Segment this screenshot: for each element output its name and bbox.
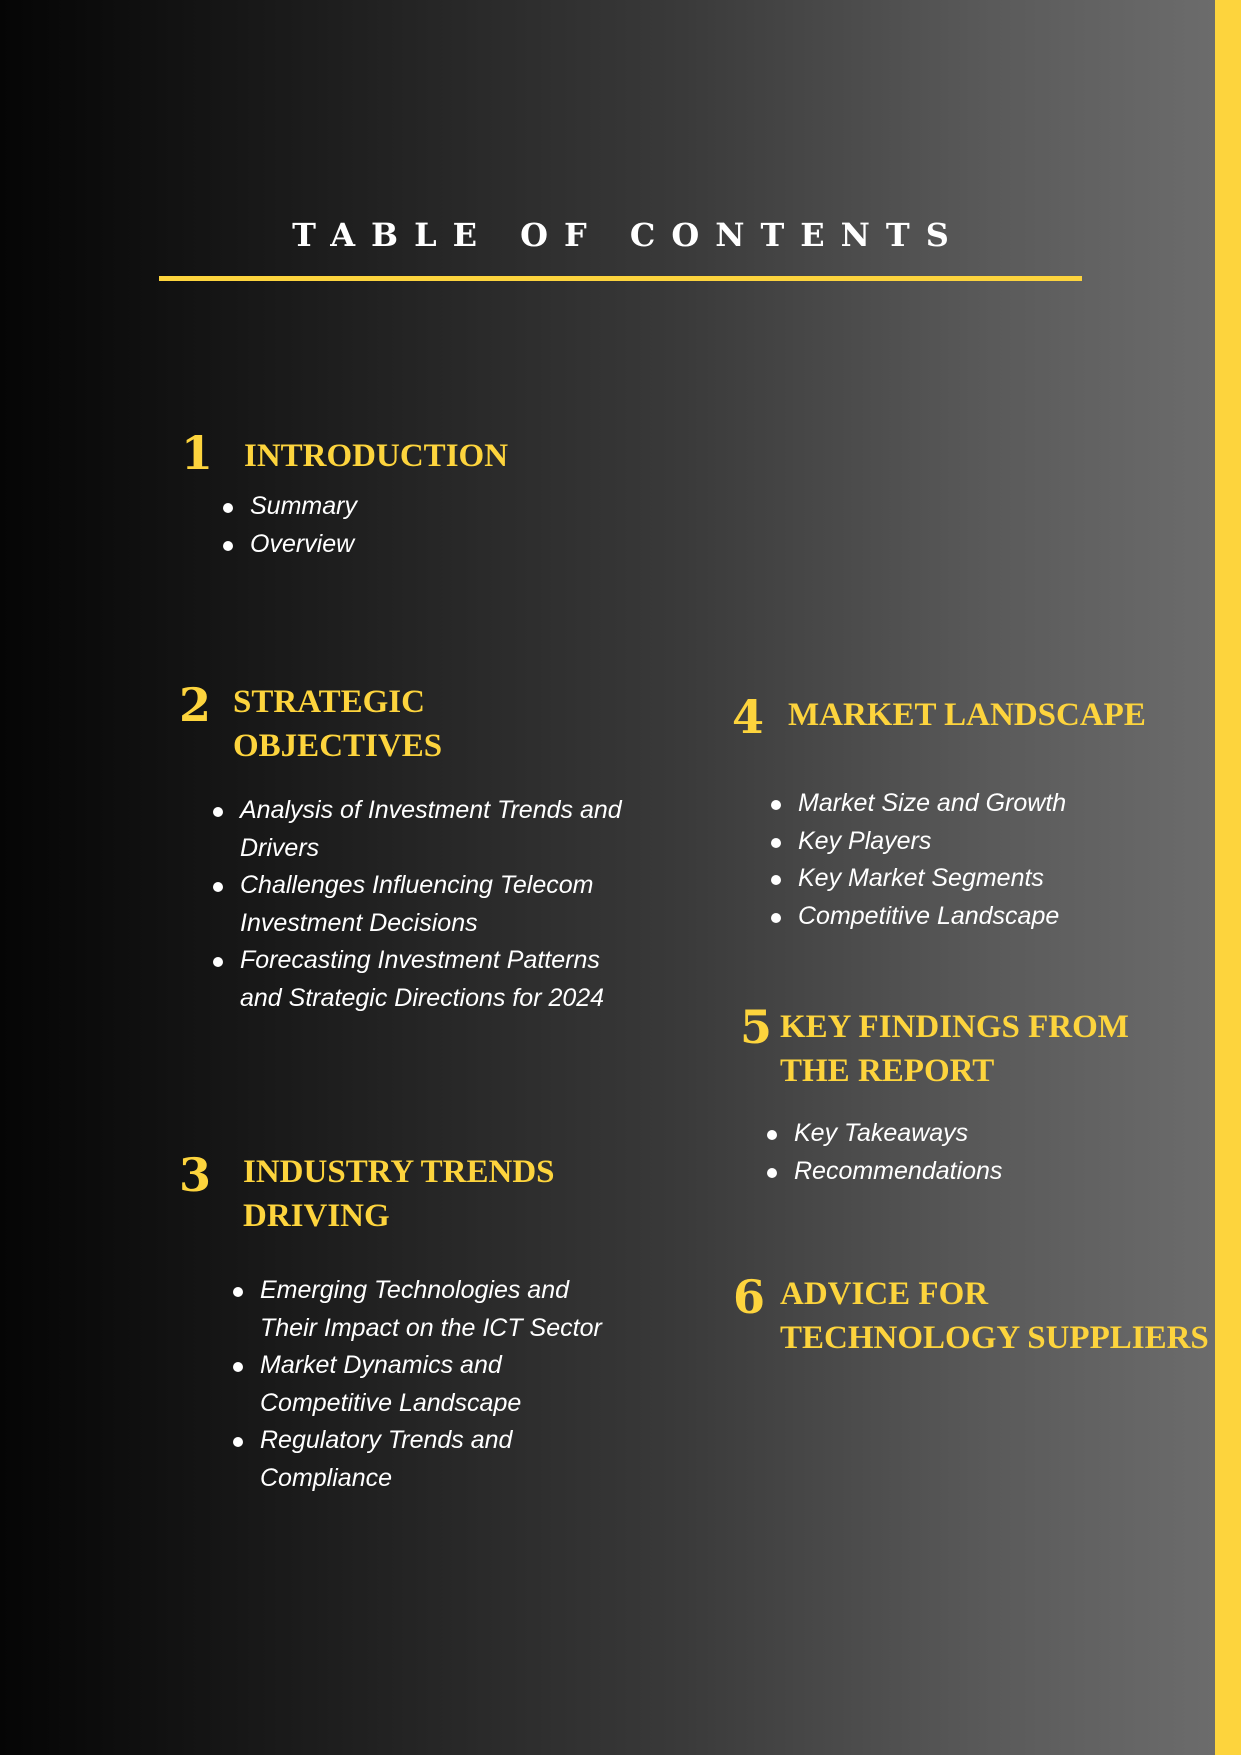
list-item[interactable]: Emerging Technologies and Their Impact on the ICT Sector [260,1272,630,1347]
list-item[interactable]: Competitive Landscape [798,898,1178,936]
section-title: INDUSTRY TRENDS DRIVING [243,1154,555,1234]
section-title: KEY FINDINGS FROM THE REPORT [780,1009,1129,1089]
section-subitems [798,785,1178,935]
list-item[interactable]: Regulatory Trends and Compliance [260,1422,630,1497]
bullet-icon [233,1362,243,1372]
section-title: STRATEGIC OBJECTIVES [233,684,443,764]
bullet-icon [771,838,781,848]
list-item[interactable]: Summary [250,488,630,526]
bullet-icon [767,1130,777,1140]
toc-section-key-findings[interactable] [740,1002,1210,1202]
bullet-icon [771,875,781,885]
list-item[interactable]: Key Takeaways [794,1115,1174,1153]
list-item[interactable]: Market Size and Growth [798,785,1178,823]
bullet-icon [223,541,233,551]
section-number: 1 [181,426,214,480]
page-title: TABLE OF CONTENTS [292,216,965,254]
section-number: 4 [732,690,765,744]
bullet-icon [233,1287,243,1297]
list-item[interactable]: Overview [250,526,630,564]
toc-section-advice[interactable] [733,1272,1213,1382]
list-item[interactable]: Key Market Segments [798,860,1178,898]
toc-section-introduction[interactable] [181,428,661,568]
bullet-icon [213,882,223,892]
list-item[interactable]: Market Dynamics and Competitive Landscape [260,1347,630,1422]
section-subitems [794,1115,1174,1190]
list-item[interactable]: Challenges Influencing Telecom Investment Decisions [240,867,630,942]
section-subitems [260,1272,630,1497]
bullet-icon [767,1168,777,1178]
bullet-icon [771,913,781,923]
section-number: 6 [733,1270,766,1324]
section-title: MARKET LANDSCAPE [788,697,1146,733]
list-item[interactable]: Key Players [798,823,1178,861]
bullet-icon [223,503,233,513]
toc-section-strategic-objectives[interactable] [179,680,639,1060]
section-title: INTRODUCTION [244,438,509,474]
bullet-icon [233,1437,243,1447]
bullet-icon [213,957,223,967]
section-title: ADVICE FOR TECHNOLOGY SUPPLIERS [780,1276,1209,1356]
list-item[interactable]: Analysis of Investment Trends and Drivers [240,792,630,867]
section-number: 3 [179,1148,212,1202]
section-subitems [240,792,630,1017]
bullet-icon [213,807,223,817]
list-item[interactable]: Recommendations [794,1153,1174,1191]
section-number: 5 [740,1000,773,1054]
section-subitems [250,488,630,563]
accent-stripe [1215,0,1241,1755]
toc-section-market-landscape[interactable] [732,692,1212,942]
toc-section-industry-trends[interactable] [179,1150,639,1510]
list-item[interactable]: Forecasting Investment Patterns and Strategic Directions for 2024 [240,942,630,1017]
title-underline [159,276,1082,281]
section-number: 2 [179,678,212,732]
bullet-icon [771,800,781,810]
